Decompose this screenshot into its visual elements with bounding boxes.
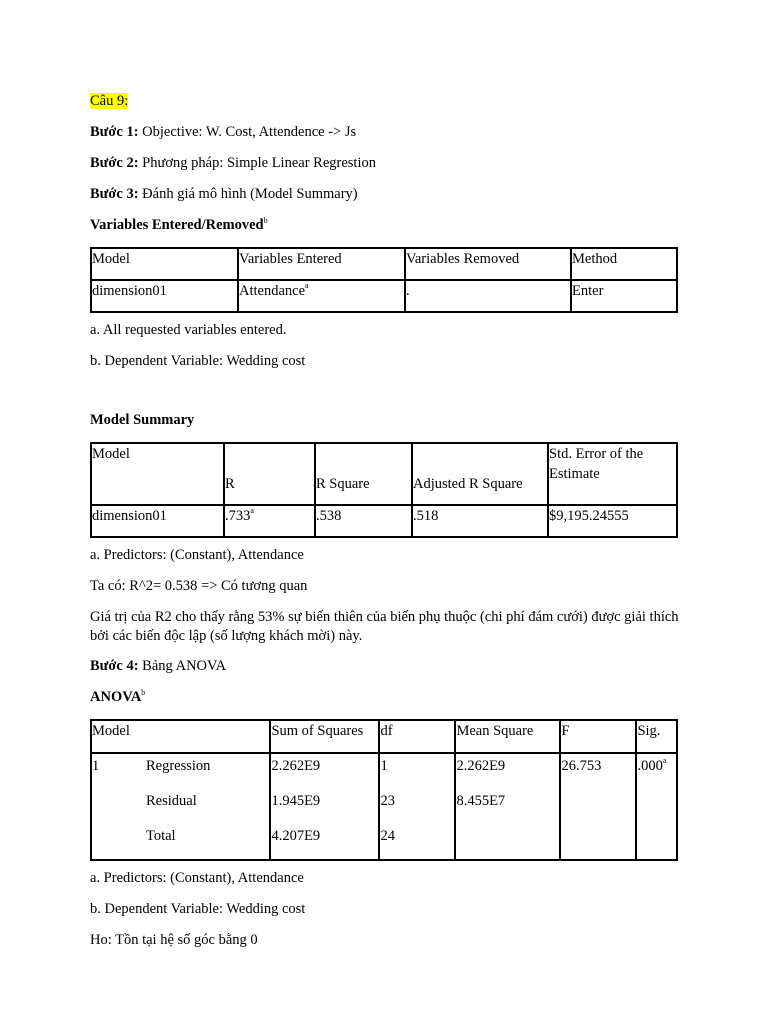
source-residual: Residual [146, 793, 197, 809]
header-adjusted-r-square: Adjusted R Square [412, 443, 548, 505]
cell-r: .733$^a$ [224, 505, 315, 537]
anova-table-title: ANOVA$^b$ [90, 688, 146, 705]
step-1: Bước 1: Objective: W. Cost, Attendence -> Js [90, 124, 357, 140]
hypothesis-h0: Ho: Tồn tại hệ số góc bằng 0 [90, 932, 258, 948]
cell-model: dimension01 [91, 505, 224, 537]
header-sig: Sig. [636, 720, 677, 753]
model-summary-table [90, 442, 678, 538]
variables-note-b: b. Dependent Variable: Wedding cost [90, 353, 306, 369]
source-regression: Regression [146, 758, 211, 774]
header-df: df [379, 720, 455, 753]
table-header-row [91, 248, 677, 280]
anova-note-b: b. Dependent Variable: Wedding cost [90, 901, 306, 917]
header-r: R [224, 443, 315, 505]
header-model: Model [91, 248, 238, 280]
cell-entered: Attendance$^a$ [238, 280, 405, 312]
cell-source [146, 753, 270, 860]
summary-note-a: a. Predictors: (Constant), Attendance [90, 547, 304, 563]
variables-note-a: a. All requested variables entered. [90, 322, 287, 338]
header-mean-square: Mean Square [455, 720, 560, 753]
anova-note-a: a. Predictors: (Constant), Attendance [90, 870, 304, 886]
cell-f: 26.753 [560, 753, 636, 860]
table-row [91, 753, 677, 860]
cell-std-error: $9,195.24555 [548, 505, 677, 537]
step-4: Bước 4: Bảng ANOVA [90, 658, 227, 674]
document-page [90, 92, 680, 962]
cell-sum-of-squares: 2.262E9 1.945E9 4.207E9 [270, 753, 379, 860]
cell-model: dimension01 [91, 280, 238, 312]
cell-model-number: 1 [91, 753, 146, 860]
cell-method: Enter [571, 280, 677, 312]
cell-r-square: .538 [315, 505, 412, 537]
anova-table [90, 719, 678, 861]
cell-mean-square: 2.262E9 8.455E7 [455, 753, 560, 860]
header-variables-removed: Variables Removed [405, 248, 571, 280]
step-2: Bước 2: Phương pháp: Simple Linear Regrestion [90, 155, 376, 171]
header-std-error: Std. Error of the Estimate [548, 443, 677, 505]
cell-sig: .000$^a$ [636, 753, 677, 860]
header-f: F [560, 720, 636, 753]
table-header-row [91, 720, 677, 753]
summary-table-title: Model Summary [90, 412, 195, 428]
table-header-row [91, 443, 677, 505]
variables-table [90, 247, 678, 313]
step-3: Bước 3: Đánh giá mô hình (Model Summary) [90, 186, 358, 202]
table-row [91, 505, 677, 537]
table-row [91, 280, 677, 312]
cell-adjusted-r-square: .518 [412, 505, 548, 537]
variables-table-title: Variables Entered/Removed$^b$ [90, 216, 268, 233]
header-r-square: R Square [315, 443, 412, 505]
r-square-statement: Ta có: R^2= 0.538 => Có tương quan [90, 578, 308, 594]
header-variables-entered: Variables Entered [238, 248, 405, 280]
header-model: Model [91, 720, 270, 753]
header-model: Model [91, 443, 224, 505]
header-sum-of-squares: Sum of Squares [270, 720, 379, 753]
source-total: Total [146, 828, 176, 844]
header-method: Method [571, 248, 677, 280]
r-square-interpretation: Giá trị của R2 cho thấy rằng 53% sự biến thiên của biến phụ thuộc (chi phí đám cưới) được giải thích bởi các biến độc lập (số lượng khách mời) này. [90, 609, 679, 644]
cell-df: 1 23 24 [379, 753, 455, 860]
question-heading: Câu 9: [90, 93, 129, 109]
cell-removed: . [405, 280, 571, 312]
